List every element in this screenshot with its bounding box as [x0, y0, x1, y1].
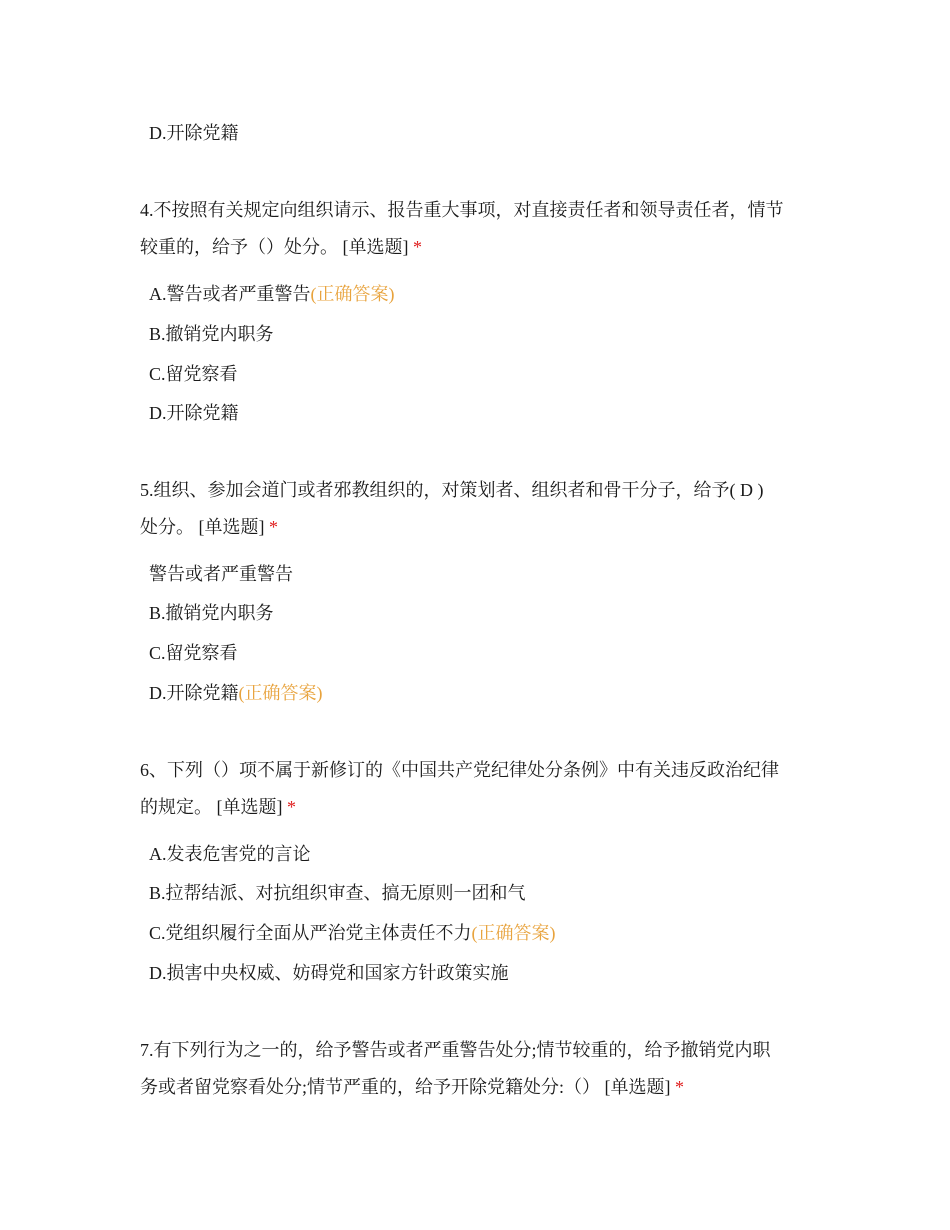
question-7-prompt-line-2: [140, 1075, 684, 1099]
option-text: D.开除党籍: [149, 123, 239, 143]
correct-answer-tag: (正确答案): [238, 683, 323, 703]
required-mark: *: [413, 237, 422, 257]
option-4-a[interactable]: [149, 282, 395, 306]
option-text: D.开除党籍: [149, 683, 239, 703]
prompt-text: 较重的，给予（）处分。: [140, 237, 338, 257]
required-mark: *: [287, 797, 296, 817]
prompt-text: 的规定。: [140, 797, 212, 817]
option-5-b[interactable]: [149, 601, 274, 625]
option-text: C.党组织履行全面从严治党主体责任不力: [149, 923, 472, 943]
prompt-text: 5.组织、参加会道门或者邪教组织的，对策划者、组织者和骨干分子，给予( D ): [140, 480, 764, 500]
option-text: A.警告或者严重警告: [149, 284, 311, 304]
option-5-a[interactable]: [149, 562, 293, 586]
option-text: B.撤销党内职务: [149, 603, 274, 623]
option-5-c[interactable]: [149, 641, 238, 665]
prompt-text: 7.有下列行为之一的，给予警告或者严重警告处分;情节较重的，给予撤销党内职: [140, 1040, 771, 1060]
option-text: D.开除党籍: [149, 403, 239, 423]
question-5-prompt-line-1: [140, 478, 763, 502]
required-mark: *: [269, 517, 278, 537]
option-4-c[interactable]: [149, 362, 238, 386]
question-type-tag: [单选题]: [198, 517, 265, 537]
prompt-text: 务或者留党察看处分;情节严重的，给予开除党籍处分:（）: [140, 1077, 600, 1097]
question-6-prompt-line-2: [140, 795, 296, 819]
option-text: C.留党察看: [149, 643, 238, 663]
option-text: B.撤销党内职务: [149, 324, 274, 344]
question-4-prompt-line-2: [140, 235, 422, 259]
question-5-prompt-line-2: [140, 515, 278, 539]
question-type-tag: [单选题]: [604, 1077, 671, 1097]
correct-answer-tag: (正确答案): [310, 284, 395, 304]
option-6-b[interactable]: [149, 881, 526, 905]
option-6-d[interactable]: [149, 961, 509, 985]
question-type-tag: [单选题]: [342, 237, 409, 257]
question-4-prompt-line-1: [140, 198, 784, 222]
required-mark: *: [675, 1077, 684, 1097]
option-4-b[interactable]: [149, 322, 274, 346]
option-6-a[interactable]: [149, 842, 311, 866]
question-type-tag: [单选题]: [216, 797, 283, 817]
option-6-c[interactable]: [149, 921, 556, 945]
option-text: D.损害中央权威、妨碍党和国家方针政策实施: [149, 963, 509, 983]
option-5-d[interactable]: [149, 681, 323, 705]
question-7-prompt-line-1: [140, 1038, 771, 1062]
prompt-text: 4.不按照有关规定向组织请示、报告重大事项，对直接责任者和领导责任者，情节: [140, 200, 784, 220]
option-text: 警告或者严重警告: [149, 564, 293, 584]
option-text: A.发表危害党的言论: [149, 844, 311, 864]
option-text: B.拉帮结派、对抗组织审查、搞无原则一团和气: [149, 883, 526, 903]
correct-answer-tag: (正确答案): [471, 923, 556, 943]
option-text: C.留党察看: [149, 364, 238, 384]
option-4-d[interactable]: [149, 401, 239, 425]
question-6-prompt-line-1: [140, 758, 779, 782]
option-3-d[interactable]: [149, 121, 239, 145]
prompt-text: 6、下列（）项不属于新修订的《中国共产党纪律处分条例》中有关违反政治纪律: [140, 760, 779, 780]
prompt-text: 处分。: [140, 517, 194, 537]
